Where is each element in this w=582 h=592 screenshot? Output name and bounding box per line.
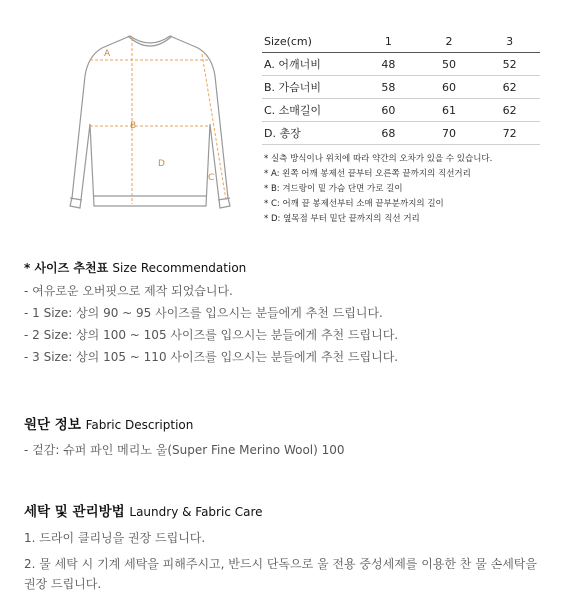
label-d: D <box>158 159 165 169</box>
size-recommendation-title <box>24 259 246 276</box>
label-b: B <box>130 121 137 131</box>
note-line: * B: 겨드랑이 밑 가슴 단면 가로 길이 <box>264 184 403 194</box>
cell: 60 <box>419 76 480 99</box>
recommendation-line: - 1 Size: 상의 90 ~ 95 사이즈를 입으시는 분들에게 추천 드립니다. <box>24 306 383 320</box>
cell: 61 <box>419 99 480 122</box>
recommendation-line: - 2 Size: 상의 100 ~ 105 사이즈를 입으시는 분들에게 추천 드립니다. <box>24 328 399 342</box>
sweater-outline <box>70 36 230 208</box>
table-row <box>262 76 540 99</box>
note-line: * D: 옆목점 부터 밑단 끝까지의 직선 거리 <box>264 214 420 224</box>
cell: 62 <box>479 76 540 99</box>
table-row <box>262 53 540 76</box>
row-label: B. 가슴너비 <box>262 76 358 99</box>
header-3: 3 <box>479 30 540 53</box>
size-table <box>262 30 540 145</box>
title-en: Size Recommendation <box>112 261 247 275</box>
cell: 60 <box>358 99 419 122</box>
note-line: * 실측 방식이나 위치에 따라 약간의 오차가 있을 수 있습니다. <box>264 154 493 164</box>
cell: 52 <box>479 53 540 76</box>
row-label: D. 총장 <box>262 122 358 145</box>
note-line: * C: 어깨 끝 봉제선부터 소매 끝부분까지의 길이 <box>264 199 444 209</box>
care-line: 권장 드립니다. <box>24 577 102 591</box>
label-c: C <box>208 173 215 183</box>
row-label: C. 소매길이 <box>262 99 358 122</box>
fabric-line: - 겉감: 슈퍼 파인 메리노 울(Super Fine Merino Wool) 100 <box>24 443 345 457</box>
cell: 70 <box>419 122 480 145</box>
row-label: A. 어깨너비 <box>262 53 358 76</box>
table-row <box>262 122 540 145</box>
care-line: 1. 드라이 클리닝을 권장 드립니다. <box>24 531 206 545</box>
cell: 62 <box>479 99 540 122</box>
header-2: 2 <box>419 30 480 53</box>
size-table-header <box>262 30 540 53</box>
fabric-title <box>24 413 193 433</box>
recommendation-line: - 3 Size: 상의 105 ~ 110 사이즈를 입으시는 분들에게 추천 드립니다. <box>24 350 399 364</box>
title-ko: 세탁 및 관리방법 <box>24 504 125 520</box>
cell: 50 <box>419 53 480 76</box>
neckline <box>128 36 172 46</box>
title-en: Fabric Description <box>85 418 194 432</box>
cell: 48 <box>358 53 419 76</box>
title-en: Laundry & Fabric Care <box>129 505 263 519</box>
label-a: A <box>104 49 111 59</box>
table-row <box>262 99 540 122</box>
cell: 58 <box>358 76 419 99</box>
cell: 72 <box>479 122 540 145</box>
sweater-diagram <box>60 28 240 223</box>
header-1: 1 <box>358 30 419 53</box>
title-ko: 원단 정보 <box>24 417 81 433</box>
note-line: * A: 왼쪽 어깨 봉제선 끝부터 오른쪽 끝까지의 직선거리 <box>264 169 471 179</box>
care-line: 2. 물 세탁 시 기계 세탁을 피해주시고, 반드시 단독으로 울 전용 중성세제를 이용한 찬 물 손세탁을 <box>24 557 537 571</box>
measurement-notes <box>264 152 492 227</box>
recommendation-line: - 여유로운 오버핏으로 제작 되었습니다. <box>24 284 233 298</box>
title-ko: * 사이즈 추천표 <box>24 261 109 275</box>
care-title <box>24 500 263 520</box>
cell: 68 <box>358 122 419 145</box>
header-size: Size(cm) <box>262 30 358 53</box>
